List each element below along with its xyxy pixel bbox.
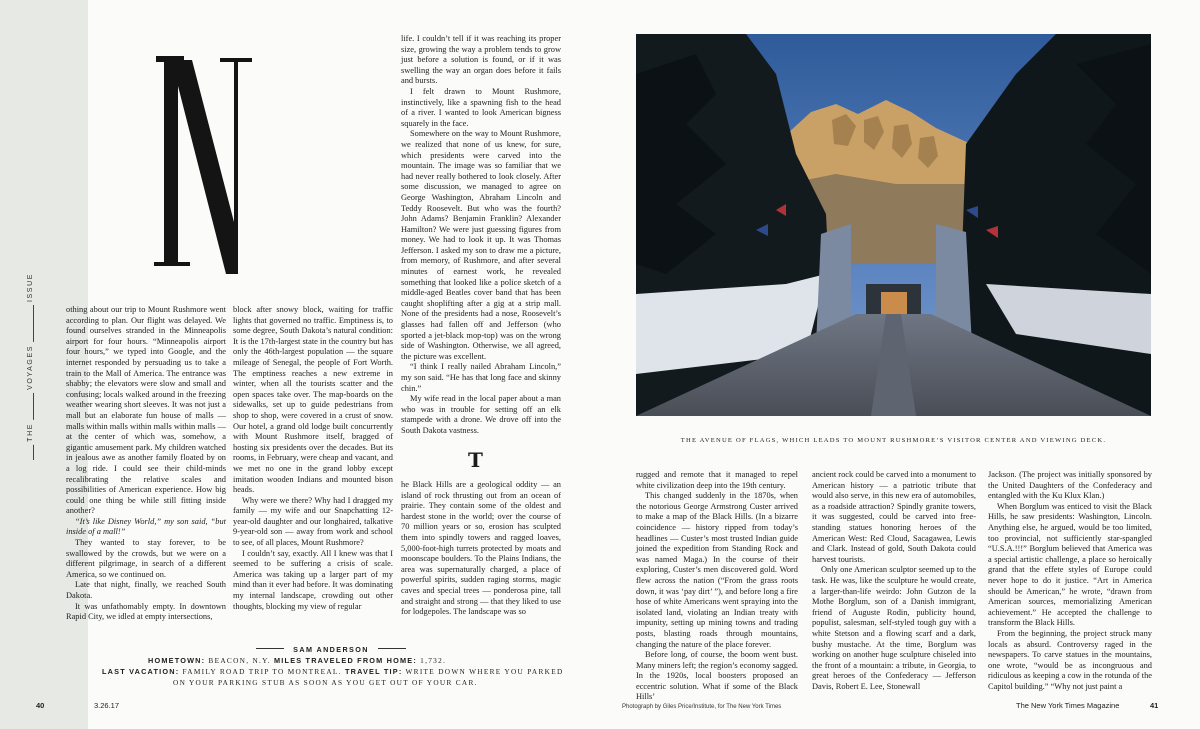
- paragraph: When Borglum was enticed to visit the Black Hills, he saw presidents: Washington, Lincoln. Anything else, he argued, would be too limited, too provincial, not sufficiently star-spangled “U.S.A.!!!” Borglum believed that America was a special artistic challenge, a place so heroically grand that the effete styles of Europe could never hope to do it justice. “Art in America should be American,” he wrote, “drawn from American sources, memorializing American achievement.” He accepted the challenge to transform the Black Hills.: [988, 501, 1152, 628]
- bio-label: MILES TRAVELED FROM HOME:: [274, 656, 417, 665]
- paragraph: ancient rock could be carved into a monument to American history — a patriotic tribute that would also serve, in this new era of automobiles, as a roadside attraction? Spindly granite towers, it was suggested, could be carved into free-standing statues honoring heroes of the American West: Red Cloud, Sacagawea, Lewis and Clark. Instead of gold, South Dakota could harvest tourists.: [812, 470, 976, 564]
- bio-rule-right: [378, 648, 406, 649]
- bio-value: WRITE DOWN WHERE YOU PARKED: [405, 667, 564, 676]
- paragraph: From the beginning, the project struck many locals as absurd. Controversy raged in the newspapers. To carve statues in the mountains, one wrote, “would be as incongruous and ridiculous as keeping a cow in the rotunda of the Capitol building.” “Why not just paint a: [988, 628, 1152, 691]
- paragraph: Only one American sculptor seemed up to the task. He was, like the sculpture he would create, a larger-than-life weirdo: John Gutzon de la Mothe Borglum, son of a Danish immigrant, friend of Auguste Rodin, publicity hound, populist, salesman, self-styled tough guy with a white Stetson and a flowing scarf and a dark, bushy mustache. At the time, Borglum was working on another huge sculpture chiseled into the front of a mountain: a tribute, in Georgia, to great heroes of the Confederacy — Jefferson Davis, Robert E. Lee, Stonewall: [812, 565, 976, 691]
- article-column-3-top: [401, 34, 561, 438]
- rail-word-voyages: VOYAGES: [27, 342, 41, 393]
- bio-value: BEACON, N.Y.: [208, 656, 271, 665]
- article-column-5: [812, 470, 976, 696]
- paragraph: This changed suddenly in the 1870s, when the notorious George Armstrong Custer arrived to make a map of the Black Hills. (In a bizarre coincidence — history ripped from today’s headlines — Custer’s most trusted Indian guide joined the expedition from Standing Rock and was named Maga.) In the course of their exploring, Custer’s men discovered gold. Word flew across the nation (“From the grass roots down, it was ‘pay dirt’ ”), and before long a fire hose of white Americans went spraying into the isolated land, violating an Indian treaty with impunity, setting up mining towns and trading posts, blasting roads through mountains, changing the nature of the place forever.: [636, 491, 798, 649]
- magazine-name: The New York Times Magazine: [1016, 701, 1120, 710]
- paragraph: Somewhere on the way to Mount Rushmore, we realized that none of us knew, for sure, which presidents were carved into the mountain. The image was so familiar that we had never really bothered to look closely. After some discussion, we managed to agree on George Washington, Abraham Lincoln and Teddy Roosevelt. But who was the fourth? John Adams? Benjamin Franklin? Alexander Hamilton? We were just guessing figures from money. We had to look it up. It was Thomas Jefferson. I asked my son to draw me a picture, from memory, of Rushmore, and after several minutes of earnest work, he revealed something that looked like a police sketch of a middle-aged Beatles cover band that has been caught shoplifting after a gig at a strip mall. None of the presidents had a nose, Roosevelt’s glasses had fallen off and Jefferson (who sported a jet-black mop-top) was on the wrong side of Washington. Otherwise, we all agreed, the picture was excellent.: [401, 129, 561, 361]
- bio-value: 1,732.: [420, 656, 447, 665]
- article-column-3-bottom: [401, 480, 561, 632]
- paragraph: My wife read in the local paper about a man who was in trouble for setting off an elk stampede with a drone. We drove off into the South Dakota vastness.: [401, 394, 561, 435]
- section-rail: [27, 270, 41, 460]
- author-name: SAM ANDERSON: [293, 645, 369, 654]
- article-column-1: [66, 305, 226, 635]
- bio-line-1: [148, 656, 446, 665]
- photo-credit: Photograph by Giles Price/Institute, for The New York Times: [622, 704, 782, 710]
- page-number: 40: [36, 701, 45, 710]
- dropcap-n: [162, 52, 252, 274]
- quote-text: “It’s like Disney World,” my son said, “but inside of a mall!”: [66, 516, 226, 537]
- rail-word-the: THE: [27, 420, 41, 445]
- paragraph: rugged and remote that it managed to repel white civilization deep into the 19th century.: [636, 470, 798, 490]
- issue-date: 3.26.17: [94, 701, 120, 710]
- dropcap-t: T: [468, 448, 483, 472]
- paragraph: Why were we there? Why had I dragged my family — my wife and our Snapchatting 12-year-old daughter and our longhaired, talkative 9-year-old son — away from work and school to see, of all places, Mount Rushmore?: [233, 495, 393, 548]
- paragraph: I felt drawn to Mount Rushmore, instinctively, like a spawning fish to the head of a river. I wanted to look American bigness squarely in the face.: [401, 86, 561, 128]
- bio-label: HOMETOWN:: [148, 656, 206, 665]
- page-number: 41: [1150, 701, 1159, 710]
- article-column-2: [233, 305, 393, 635]
- paragraph: life. I couldn’t tell if it was reaching its proper size, growing the way a problem tends to grow just before a solution is found, or if it was swelling the way an organ does before it fails and bursts.: [401, 34, 561, 86]
- paragraph: I couldn’t say, exactly. All I knew was that I seemed to be suffering a crisis of scale. America was taking up a larger part of my mind than it ever had before. It was dominating my internal landscape, crowding out other thoughts, blocking my view of regular: [233, 548, 393, 611]
- article-column-4: [636, 470, 798, 702]
- bio-label: TRAVEL TIP:: [344, 667, 403, 676]
- paragraph: Jackson. (The project was initially sponsored by the United Daughters of the Confederacy and entangled with the Ku Klux Klan.): [988, 470, 1152, 501]
- article-column-6: [988, 470, 1152, 696]
- bio-value: FAMILY ROAD TRIP TO MONTREAL.: [182, 667, 342, 676]
- paragraph: block after snowy block, waiting for traffic lights that governed no traffic. Emptiness is, to some degree, South Dakota’s natural condition: It is the 17th-largest state in the country but has only the 46th-largest population — the square mileage of Senegal, the people of Fort Worth. The emptiness reaches a new extreme in winter, when all the tourists scatter and the open spaces take over. The map-boards on the sidewalks, set up to guide pedestrians from shop to shop, were covered in a crust of snow. Our hotel, a grand old lodge built concurrently with Mount Rushmore itself, bragged of hosting six presidents over the decades. But its rooms, in February, were cheap and vacant, and we met no one in the grand lobby except imitation wooden Indians and mounted bison heads.: [233, 305, 393, 495]
- photo-caption: THE AVENUE OF FLAGS, WHICH LEADS TO MOUNT RUSHMORE’S VISITOR CENTER AND VIEWING DECK.: [680, 437, 1107, 444]
- bio-line-2: [102, 667, 564, 676]
- bio-label: LAST VACATION:: [102, 667, 180, 676]
- paragraph: othing about our trip to Mount Rushmore went according to plan. Our flight was delayed. We found ourselves stranded in the Minneapolis airport for four hours. “Minneapolis airport four hours,” we typed into Google, and the internet responded by persuading us to take a train to the Mall of America. The entrance was shabby; the elevators were slow and small and confusing; locals walked around in the freezing weather wearing short sleeves. It was not just a mall but an elaborate fun house of malls — malls within malls within malls within malls — at the center of which was, somehow, a gigantic amusement park. My children watched in jealous awe as another family floated by on a log ride. I could see their child-minds recalibrating the relative scales and possibilities of American experience. How big could one thing be while still fitting inside another?: [66, 305, 226, 516]
- bio-line-3: [173, 678, 478, 687]
- paragraph: he Black Hills are a geological oddity — an island of rock thrusting out from an ocean of prairie. They contain some of the oldest and hardest stone in the world; over the course of 70 million years or so, erosion has sculpted them into spindly towers and ragged loaves, 5,000-foot-high turrets protected by moats and moonscape boulders. To the Plains Indians, the area was supernaturally charged, a place of powerful spirits, sudden raging storms, magic caves and special trees — ponderosa pine, tall and straight and strong — that they liked to use for lodgepoles. The landscape was so: [401, 480, 561, 617]
- bio-value: ON YOUR PARKING STUB AS SOON AS YOU GET OUT OF YOUR CAR.: [173, 678, 478, 687]
- rail-word-issue: ISSUE: [27, 270, 41, 305]
- paragraph: [66, 517, 226, 538]
- mount-rushmore-photo: [636, 34, 1151, 416]
- paragraph: They wanted to stay forever, to be swallowed by the crowds, but we were on a different pilgrimage, in search of a different America, so we continued on.: [66, 538, 226, 579]
- paragraph: Late that night, finally, we reached South Dakota.: [66, 580, 226, 601]
- paragraph: “I think I really nailed Abraham Lincoln,” my son said. “He has that long face and skinny chin.”: [401, 362, 561, 393]
- paragraph: Before long, of course, the boom went bust. Many miners left; the region’s economy sagged. In the 1920s, local boosters proposed an eccentric solution. What if some of the Black Hills’: [636, 650, 798, 702]
- paragraph: It was unfathomably empty. In downtown Rapid City, we idled at empty intersections,: [66, 601, 226, 622]
- right-page: [600, 0, 1200, 729]
